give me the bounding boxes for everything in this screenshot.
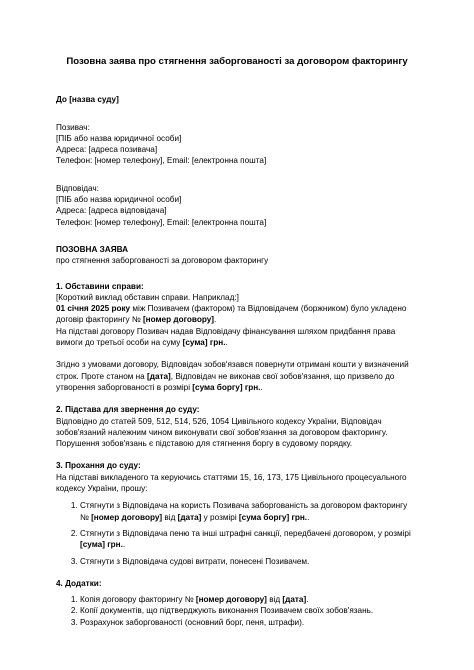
date-placeholder: [дата] <box>282 595 307 605</box>
plaintiff-label: Позивач: <box>56 122 90 132</box>
claim-heading-block <box>56 244 418 267</box>
section-1-paragraph-2 <box>56 359 418 393</box>
document-title: Позовна заява про стягнення заборгованості за договором факторингу <box>66 56 408 67</box>
plaintiff-name: [ПІБ або назва юридичної особи] <box>56 133 182 143</box>
attachments-list <box>56 594 418 628</box>
date-placeholder: [дата] <box>177 512 202 522</box>
contract-number: [номер договору] <box>91 512 163 522</box>
section-1-intro: [Короткий виклад обставин справи. Наприклад:] <box>56 292 239 302</box>
section-1-heading: 1. Обставини справи: <box>56 281 144 291</box>
section-request <box>56 460 418 566</box>
section-circumstances <box>56 281 418 394</box>
defendant-contacts: Телефон: [номер телефону], Email: [електронна пошта] <box>56 217 267 227</box>
text-span: у розмірі <box>201 512 239 522</box>
section-2-heading: 2. Підстава для звернення до суду: <box>56 405 200 415</box>
claim-subheading: про стягнення заборгованості за договором факторингу <box>56 256 269 266</box>
text-span: Копія договору факторингу № <box>80 595 196 605</box>
date-placeholder: [дата] <box>147 371 171 381</box>
text-span: . <box>307 512 310 522</box>
debt-sum: [сума боргу] грн. <box>192 382 261 392</box>
defendant-name: [ПІБ або назва юридичної особи] <box>56 195 182 205</box>
text-span: Стягнути з Відповідача пеню та інші штрафні санкції, передбачені договором, у розмірі <box>80 528 411 538</box>
text-span: від <box>162 512 178 522</box>
request-item <box>80 528 418 551</box>
text-span: від <box>266 595 283 605</box>
debt-sum: [сума боргу] грн. <box>238 512 308 522</box>
contract-date: 01 січня 2025 року <box>56 304 131 314</box>
attachment-item <box>80 594 418 605</box>
text-span: Стягнути з Відповідача на користь Позивача заборгованість за договором факторингу № <box>80 501 408 522</box>
financing-sum: [сума] грн. <box>182 338 226 348</box>
request-item: 3. Стягнути з Відповідача судові витрати, понесені Позивачем. <box>80 556 418 567</box>
plaintiff-address: Адреса: [адреса позивача] <box>56 145 158 155</box>
text-span: Згідно з умовами договору, Відповідач зобов'язався повернути отримані кошти у визначений строк. Проте станом на <box>56 360 409 381</box>
attachment-item: 2. Копії документів, що підтверджують виконання Позивачем своїх зобов'язань. <box>80 605 418 616</box>
text-span: . <box>122 540 126 550</box>
request-item <box>80 500 418 523</box>
text-span: між Позивачем (фактором) та Відповідачем (боржником) було укладено договір факторингу № <box>56 304 407 325</box>
defendant-label: Відповідач: <box>56 183 99 193</box>
claim-heading: ПОЗОВНА ЗАЯВА <box>56 244 128 254</box>
attachment-item: 3. Розрахунок заборгованості (основний борг, пеня, штрафи). <box>80 617 418 628</box>
section-2-text: Відповідно до статей 509, 512, 514, 526, 1054 Цивільного кодексу України, Відповідач зобов'язаний належним чином виконувати свої зобов'язання за договором факторингу. Порушення зобов'язань є підставою для стягнення боргу в судовому порядку. <box>56 416 388 449</box>
text-span: . <box>306 595 309 605</box>
plaintiff-block <box>56 122 418 167</box>
text-span: , Відповідач не виконав свої зобов'язання, що призвело до утворення заборгованості в розмірі <box>56 371 395 392</box>
section-attachments <box>56 578 418 628</box>
defendant-address: Адреса: [адреса відповідача] <box>56 206 167 216</box>
plaintiff-contacts: Телефон: [номер телефону], Email: [електронна пошта] <box>56 156 267 166</box>
defendant-block <box>56 183 418 228</box>
section-3-intro: На підставі викладеного та керуючись статтями 15, 16, 173, 175 Цивільного процесуального кодексу України, прошу: <box>56 472 407 494</box>
section-1-paragraph-1 <box>56 303 418 348</box>
contract-number: [номер договору] <box>142 315 214 325</box>
section-grounds <box>56 404 418 449</box>
section-4-heading: 4. Додатки: <box>56 578 102 588</box>
text-span: . <box>260 382 263 392</box>
text-span: . <box>214 315 217 325</box>
contract-number: [номер договору] <box>195 595 267 605</box>
penalty-sum: [сума] грн. <box>80 540 123 550</box>
text-span: . <box>225 338 228 348</box>
court-name: До [назва суду] <box>56 95 119 105</box>
text-span: На підставі договору Позивач надав Відповідачу фінансування шляхом придбання права вимоги до третьої особи на суму <box>56 326 396 348</box>
section-3-heading: 3. Прохання до суду: <box>56 461 141 471</box>
request-list <box>56 500 418 566</box>
